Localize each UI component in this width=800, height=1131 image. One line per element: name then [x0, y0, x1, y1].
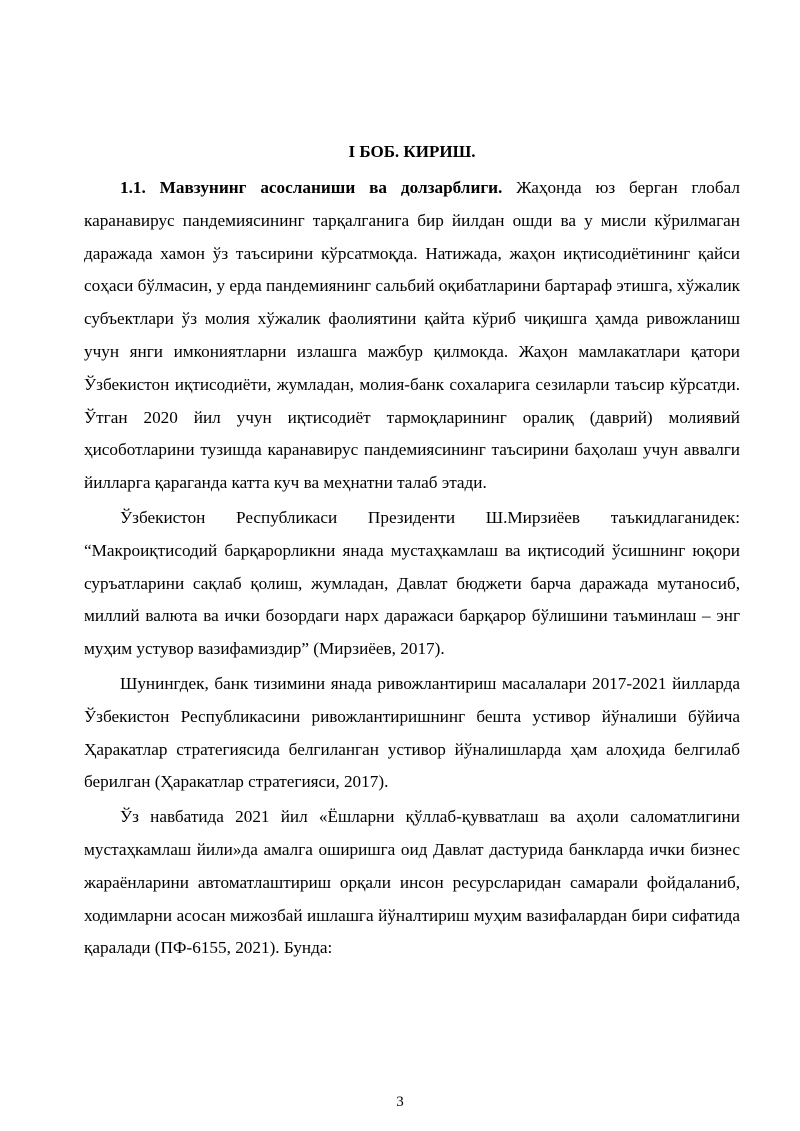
- document-page: [84, 138, 740, 965]
- chapter-title: I БОБ. КИРИШ.: [348, 142, 476, 161]
- body-paragraph-state-program: Ўз навбатида 2021 йил «Ёшларни қўллаб-қувватлаш ва аҳоли саломатлигини мустаҳкамлаш йили»да амалга оширишга оид Давлат дастурида банкларда ички бизнес жараёнларини автоматлаштириш орқали инсон ресурсларидан самарали фойдаланиб, ходимларни асосан мижозбай ишлашга йўналтириш муҳим вазифалардан бири сифатида қаралади (ПФ-6155, 2021). Бунда:: [84, 807, 740, 958]
- body-paragraph-banking-strategy: Шунингдек, банк тизимини янада ривожлантириш масалалари 2017-2021 йилларда Ўзбекистон Республикасини ривожлантиришнинг бешта устивор йўналиши бўйича Ҳаракатлар стратегиясида белгиланган устивор йўналишларда ҳам алоҳида белгилаб берилган (Ҳаракатлар стратегияси, 2017).: [84, 673, 740, 792]
- section-heading: 1.1. Мавзунинг асосланиши ва долзарблиги.: [120, 178, 503, 197]
- section-intro-text: Жаҳонда юз берган глобал каранавирус пандемиясининг тарқалганига бир йилдан ошди ва у мисли кўрилмаган даражада хамон ўз таъсирини кўрсатмоқда. Натижада, жаҳон иқтисодиётининг қайси соҳаси бўлмасин, у ерда пандемиянинг сальбий оқибатларини бартараф этишга, хўжалик субъектлари ўз молия хўжалик фаолиятини қайта кўриб чиқишга ҳамда ривожланиш учун янги имкониятларни излашга мажбур қилмокда. Жаҳон мамлакатлари қатори Ўзбекистон иқтисодиёти, жумладан, молия-банк сохаларига сезиларли таъсир кўрсатди. Ўтган 2020 йил учун иқтисодиёт тармоқларининг оралиқ (даврий) молиявий ҳисоботларини тузишда каранавирус пандемиясининг таъсирини баҳолаш учун аввалги йилларга қараганда катта куч ва меҳнатни талаб этади.: [84, 178, 740, 493]
- body-paragraph-president-quote: Ўзбекистон Республикаси Президенти Ш.Мирзиёев таъкидлаганидек: “Макроиқтисодий барқарорликни янада мустаҳкамлаш ва иқтисодий ўсишнинг юқори суръатларини сақлаб қолиш, жумладан, Давлат бюджети барча даражада мутаносиб, миллий валюта ва ички бозордаги нарх даражаси барқарор бўлишини таъминлаш – энг муҳим устувор вазифамиздир” (Мирзиёев, 2017).: [84, 507, 740, 659]
- page-number: 3: [396, 1094, 404, 1110]
- section-intro-paragraph: [84, 172, 740, 500]
